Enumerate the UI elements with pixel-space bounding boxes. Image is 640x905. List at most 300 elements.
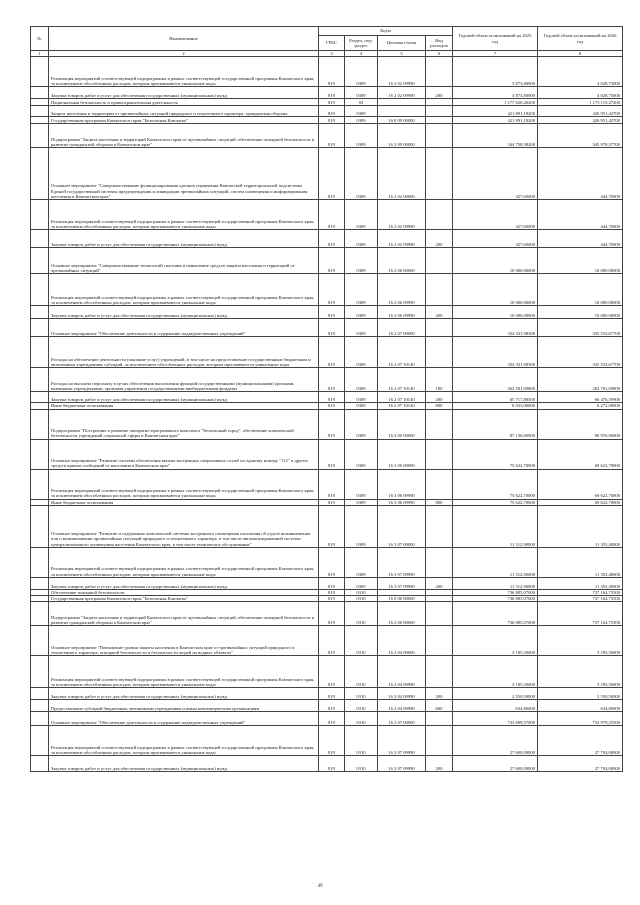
row-2026-cell: 3 185,50000	[538, 626, 623, 656]
row-expense-type-cell	[426, 99, 453, 106]
row-target-cell: 16 2 06 00000	[378, 248, 426, 274]
row-target-cell: 16 2 07 10140	[378, 403, 426, 409]
table-row	[31, 368, 623, 392]
column-number: 6	[426, 51, 453, 57]
row-section-cell: 0309	[345, 547, 378, 577]
row-grbs-cell: 819	[319, 248, 345, 274]
row-section-cell: 0310	[345, 596, 378, 602]
row-2026-cell: 69 622,70000	[538, 499, 623, 505]
row-2026-cell: 444,70000	[538, 230, 623, 248]
row-section-cell: 0309	[345, 200, 378, 230]
row-2025-cell: 427,60000	[453, 230, 538, 248]
row-section-cell: 0309	[345, 274, 378, 306]
table-row	[31, 99, 623, 106]
header-codes: Коды	[319, 27, 453, 36]
header-target: Целевая статья	[378, 36, 426, 51]
column-number: 3	[319, 51, 345, 57]
row-expense-type-cell	[426, 124, 453, 148]
budget-table-body	[31, 57, 623, 772]
row-name-cell: Закупка товаров, работ и услуг для обеспечения государственных (муниципальных) нужд	[49, 392, 319, 403]
row-section-cell: 0310	[345, 656, 378, 688]
column-number: 4	[345, 51, 378, 57]
row-number-cell	[31, 99, 49, 106]
row-2025-cell: 262 581,09800	[453, 368, 538, 392]
row-expense-type-cell	[426, 248, 453, 274]
row-name-cell: Реализация мероприятий соответствующей подпрограммы в рамках соответствующей государственной программы Камчатского края, за исключением обособленных расходов, которым присваиваются уникальные коды	[49, 57, 319, 87]
row-section-cell: 0309	[345, 392, 378, 403]
row-expense-type-cell: 200	[426, 756, 453, 772]
row-expense-type-cell	[426, 469, 453, 499]
row-section-cell: 0309	[345, 124, 378, 148]
header-grbs: ГРБС	[319, 36, 345, 51]
row-target-cell: 16 2 02 09990	[378, 230, 426, 248]
row-target-cell: 16 2 02 00000	[378, 148, 426, 200]
row-2026-cell: 69 622,70000	[538, 469, 623, 499]
row-name-cell: Основное мероприятие "Совершенствование технологий спасения и повышение средств защиты населения и территорий от чрезвычайных ситуаций"	[49, 248, 319, 274]
table-row	[31, 148, 623, 200]
row-section-cell: 0310	[345, 626, 378, 656]
row-number-cell	[31, 439, 49, 469]
row-grbs-cell: 819	[319, 700, 345, 712]
table-row	[31, 117, 623, 124]
row-number-cell	[31, 124, 49, 148]
row-2026-cell: 2 550,50000	[538, 688, 623, 700]
page-number: 49	[317, 884, 323, 889]
row-expense-type-cell	[426, 117, 453, 124]
row-2025-cell: 634,80000	[453, 700, 538, 712]
table-row	[31, 200, 623, 230]
row-2025-cell: 27 600,00000	[453, 756, 538, 772]
row-name-cell: Защита населения и территории от чрезвычайных ситуаций природного и техногенного характера, гражданская оборона	[49, 106, 319, 117]
column-number: 5	[378, 51, 426, 57]
row-grbs-cell: 819	[319, 602, 345, 626]
column-number: 2	[49, 51, 319, 57]
row-2025-cell: 3 185,50000	[453, 656, 538, 688]
column-number: 1	[31, 51, 49, 57]
row-target-cell	[378, 106, 426, 117]
row-2026-cell: 1 175 119,27200	[538, 99, 623, 106]
column-number: 7	[453, 51, 538, 57]
table-row	[31, 319, 623, 337]
row-grbs-cell: 819	[319, 596, 345, 602]
row-expense-type-cell	[426, 626, 453, 656]
row-grbs-cell: 819	[319, 392, 345, 403]
table-row	[31, 688, 623, 700]
row-grbs-cell: 819	[319, 117, 345, 124]
header-expense-type: Вид расходов	[426, 36, 453, 51]
row-grbs-cell: 819	[319, 274, 345, 306]
row-section-cell: 0309	[345, 148, 378, 200]
row-name-cell: Расходы на обеспечение деятельности (оказание услуг) учреждений, в том числе на предоставление государственным бюджетным и автономным учреждениям субсидий, за исключением обособленных расходов, которым присваиваются уникальные коды	[49, 337, 319, 368]
row-2025-cell: 736 885,07000	[453, 589, 538, 595]
row-number-cell	[31, 248, 49, 274]
row-2026-cell: 27 704,00000	[538, 726, 623, 756]
row-2025-cell: 10 000,00000	[453, 248, 538, 274]
row-expense-type-cell: 200	[426, 577, 453, 589]
row-expense-type-cell	[426, 319, 453, 337]
row-target-cell	[378, 99, 426, 106]
row-target-cell: 16 2 07 10140	[378, 337, 426, 368]
table-row	[31, 602, 623, 626]
row-2026-cell: 634,80000	[538, 700, 623, 712]
row-section-cell: 0310	[345, 726, 378, 756]
row-number-cell	[31, 87, 49, 99]
row-target-cell: 16 2 07 00000	[378, 319, 426, 337]
row-section-cell: 0309	[345, 106, 378, 117]
row-2025-cell: 1 177 620,26200	[453, 99, 538, 106]
row-2026-cell: 27 704,00000	[538, 756, 623, 772]
row-name-cell: Обеспечение пожарной безопасности	[49, 589, 319, 595]
row-name-cell: Закупка товаров, работ и услуг для обеспечения государственных (муниципальных) нужд	[49, 306, 319, 319]
table-row	[31, 700, 623, 712]
row-target-cell: 16 2 02 09990	[378, 57, 426, 87]
row-2025-cell: 2 550,50000	[453, 688, 538, 700]
row-target-cell: 16 2 06 09990	[378, 306, 426, 319]
row-target-cell: 16 2 04 00000	[378, 626, 426, 656]
header-name: Наименование	[49, 27, 319, 51]
row-expense-type-cell	[426, 656, 453, 688]
row-2025-cell: 334 331,98300	[453, 319, 538, 337]
row-number-cell	[31, 306, 49, 319]
row-section-cell: 0309	[345, 230, 378, 248]
row-number-cell	[31, 505, 49, 547]
row-2025-cell: 344 758,38200	[453, 124, 538, 148]
table-row	[31, 439, 623, 469]
row-2026-cell: 335 533,67700	[538, 319, 623, 337]
header-2026: Годовой объем ассигнований на 2026 год	[538, 27, 623, 51]
row-number-cell	[31, 469, 49, 499]
budget-table	[30, 26, 623, 772]
row-section-cell: 03	[345, 99, 378, 106]
row-target-cell: 16 3 06 00000	[378, 439, 426, 469]
row-2025-cell: 421 891,18200	[453, 117, 538, 124]
table-row	[31, 230, 623, 248]
row-name-cell: Закупка товаров, работ и услуг для обеспечения государственных (муниципальных) нужд	[49, 756, 319, 772]
row-section-cell: 0310	[345, 589, 378, 595]
row-expense-type-cell	[426, 200, 453, 230]
row-2025-cell: 736 885,07000	[453, 596, 538, 602]
row-number-cell	[31, 230, 49, 248]
row-section-cell: 0310	[345, 602, 378, 626]
row-target-cell: 16 2 07 09990	[378, 756, 426, 772]
row-target-cell: 16 3 07 09990	[378, 577, 426, 589]
row-section-cell: 0310	[345, 700, 378, 712]
row-section-cell: 0309	[345, 469, 378, 499]
row-grbs-cell: 819	[319, 439, 345, 469]
row-number-cell	[31, 106, 49, 117]
table-row	[31, 626, 623, 656]
table-row	[31, 409, 623, 439]
row-grbs-cell: 819	[319, 712, 345, 726]
row-2026-cell: 426 951,42700	[538, 106, 623, 117]
row-2026-cell: 262 781,09800	[538, 368, 623, 392]
row-name-cell: Реализация мероприятий соответствующей подпрограммы в рамках соответствующей государственной программы Камчатского края, за исключением обособленных расходов, которым присваиваются уникальные коды	[49, 547, 319, 577]
row-number-cell	[31, 577, 49, 589]
row-number-cell	[31, 656, 49, 688]
table-row	[31, 505, 623, 547]
row-grbs-cell: 819	[319, 547, 345, 577]
row-2025-cell: 10 000,00000	[453, 306, 538, 319]
row-2026-cell: 11 353,40000	[538, 505, 623, 547]
row-2026-cell: 11 353,40000	[538, 547, 623, 577]
row-2025-cell: 334 331,98300	[453, 337, 538, 368]
row-name-cell: Иные бюджетные ассигнования	[49, 403, 319, 409]
row-name-cell: Основное мероприятие "Обеспечение деятельности и содержание подведомственных учреждений"	[49, 712, 319, 726]
row-2026-cell: 737 164,75500	[538, 596, 623, 602]
row-grbs-cell: 819	[319, 403, 345, 409]
row-target-cell: 16 3 06 09990	[378, 499, 426, 505]
header-number: №	[31, 27, 49, 51]
row-number-cell	[31, 57, 49, 87]
row-2025-cell: 10 000,00000	[453, 274, 538, 306]
row-expense-type-cell: 200	[426, 87, 453, 99]
row-target-cell: 16 2 04 09990	[378, 688, 426, 700]
row-2026-cell: 10 000,00000	[538, 274, 623, 306]
row-section-cell: 0309	[345, 403, 378, 409]
table-row	[31, 306, 623, 319]
row-name-cell: Реализация мероприятий соответствующей подпрограммы в рамках соответствующей государственной программы Камчатского края, за исключением обособленных расходов, которым присваиваются уникальные коды	[49, 656, 319, 688]
row-2025-cell: 421 891,18200	[453, 106, 538, 117]
row-2025-cell: 11 512,90000	[453, 505, 538, 547]
row-number-cell	[31, 319, 49, 337]
row-2025-cell: 65 717,88500	[453, 392, 538, 403]
row-2025-cell: 11 512,90000	[453, 547, 538, 577]
row-2026-cell: 10 000,00000	[538, 306, 623, 319]
row-number-cell	[31, 700, 49, 712]
row-grbs-cell: 819	[319, 148, 345, 200]
column-number: 8	[538, 51, 623, 57]
row-section-cell: 0309	[345, 577, 378, 589]
row-grbs-cell: 819	[319, 756, 345, 772]
row-expense-type-cell: 200	[426, 306, 453, 319]
table-row	[31, 106, 623, 117]
row-section-cell: 0310	[345, 688, 378, 700]
table-row	[31, 124, 623, 148]
row-expense-type-cell	[426, 505, 453, 547]
row-2026-cell: 345 978,37700	[538, 124, 623, 148]
row-name-cell: Закупка товаров, работ и услуг для обеспечения государственных (муниципальных) нужд	[49, 688, 319, 700]
row-name-cell: Подпрограмма "Построение и развитие аппаратно-программного комплекса "Безопасный город", обеспечение комплексной безопасности учреждений социальной сферы в Камчатском крае"	[49, 409, 319, 439]
table-row	[31, 248, 623, 274]
row-target-cell: 16 2 07 09990	[378, 726, 426, 756]
row-2025-cell: 87 136,60000	[453, 409, 538, 439]
row-section-cell: 0309	[345, 117, 378, 124]
row-name-cell: Закупка товаров, работ и услуг для обеспечения государственных (муниципальных) нужд	[49, 230, 319, 248]
row-2026-cell: 335 533,67700	[538, 337, 623, 368]
table-row	[31, 547, 623, 577]
row-grbs-cell: 819	[319, 656, 345, 688]
row-grbs-cell: 819	[319, 626, 345, 656]
row-2026-cell: 6 272,00000	[538, 403, 623, 409]
row-number-cell	[31, 200, 49, 230]
row-name-cell: Реализация мероприятий соответствующей подпрограммы в рамках соответствующей государственной программы Камчатского края, за исключением обособленных расходов, которым присваиваются уникальные коды	[49, 274, 319, 306]
row-2026-cell: 733 979,25500	[538, 712, 623, 726]
row-2025-cell: 733 699,57000	[453, 712, 538, 726]
row-expense-type-cell	[426, 712, 453, 726]
row-2025-cell: 11 512,90000	[453, 577, 538, 589]
row-2026-cell: 444,70000	[538, 200, 623, 230]
row-2025-cell: 27 600,00000	[453, 726, 538, 756]
row-section-cell: 0310	[345, 712, 378, 726]
row-2026-cell: 737 164,75500	[538, 589, 623, 595]
row-target-cell: 16 2 06 09990	[378, 274, 426, 306]
row-name-cell: Государственная программа Камчатского края "Безопасная Камчатка"	[49, 117, 319, 124]
row-number-cell	[31, 756, 49, 772]
row-section-cell: 0309	[345, 499, 378, 505]
row-section-cell: 0309	[345, 505, 378, 547]
row-expense-type-cell	[426, 439, 453, 469]
row-section-cell: 0309	[345, 87, 378, 99]
row-expense-type-cell: 200	[426, 230, 453, 248]
row-expense-type-cell	[426, 148, 453, 200]
table-row	[31, 274, 623, 306]
table-row	[31, 469, 623, 499]
row-expense-type-cell: 100	[426, 368, 453, 392]
row-2026-cell: 444,70000	[538, 148, 623, 200]
row-name-cell: Национальная безопасность и правоохранительная деятельность	[49, 99, 319, 106]
row-name-cell: Реализация мероприятий соответствующей подпрограммы в рамках соответствующей государственной программы Камчатского края, за исключением обособленных расходов, которым присваиваются уникальные коды	[49, 726, 319, 756]
table-row	[31, 57, 623, 87]
header-2025: Годовой объем ассигнований на 2025 год	[453, 27, 538, 51]
row-2026-cell: 11 353,40000	[538, 577, 623, 589]
row-2025-cell: 75 622,70000	[453, 439, 538, 469]
row-target-cell: 16 0 00 00000	[378, 117, 426, 124]
row-2025-cell: 736 885,07000	[453, 602, 538, 626]
row-grbs-cell: 819	[319, 368, 345, 392]
row-2025-cell: 427,60000	[453, 148, 538, 200]
row-number-cell	[31, 688, 49, 700]
row-section-cell: 0309	[345, 248, 378, 274]
row-number-cell	[31, 547, 49, 577]
row-expense-type-cell	[426, 602, 453, 626]
row-expense-type-cell	[426, 547, 453, 577]
row-name-cell: Иные бюджетные ассигнования	[49, 499, 319, 505]
row-section-cell: 0309	[345, 368, 378, 392]
row-section-cell: 0309	[345, 319, 378, 337]
table-row	[31, 392, 623, 403]
row-2026-cell: 66 476,59900	[538, 392, 623, 403]
row-grbs-cell: 819	[319, 99, 345, 106]
row-grbs-cell: 819	[319, 469, 345, 499]
row-name-cell: Государственная программа Камчатского края "Безопасная Камчатка"	[49, 596, 319, 602]
table-row	[31, 656, 623, 688]
row-name-cell: Основное мероприятие "Совершенствование функционирования органов управления Камчатской территориальной подсистемы Единой государственной системы предупреждения и ликвидации чрезвычайных ситуаций, систем оповещения и информирования населения в Камчатском крае"	[49, 148, 319, 200]
row-number-cell	[31, 392, 49, 403]
row-target-cell: 16 3 07 09990	[378, 547, 426, 577]
row-target-cell: 16 2 02 09990	[378, 87, 426, 99]
row-target-cell: 16 2 02 09990	[378, 200, 426, 230]
row-grbs-cell: 819	[319, 726, 345, 756]
row-section-cell: 0309	[345, 337, 378, 368]
row-expense-type-cell	[426, 57, 453, 87]
row-expense-type-cell: 600	[426, 700, 453, 712]
row-expense-type-cell: 800	[426, 499, 453, 505]
row-expense-type-cell: 200	[426, 392, 453, 403]
row-2026-cell: 3 185,50000	[538, 656, 623, 688]
row-grbs-cell: 819	[319, 337, 345, 368]
row-target-cell: 16 2 07 10140	[378, 392, 426, 403]
row-name-cell: Подпрограмма "Защита населения и территорий Камчатского края от чрезвычайных ситуаций, обеспечение пожарной безопасности и развитие гражданской обороны в Камчатском крае"	[49, 602, 319, 626]
row-target-cell: 16 2 04 09990	[378, 700, 426, 712]
header-section: Раздел, под-раздел	[345, 36, 378, 51]
row-number-cell	[31, 409, 49, 439]
row-grbs-cell: 819	[319, 688, 345, 700]
row-name-cell: Основное мероприятие "Обеспечение деятельности и содержание подведомственных учреждений"	[49, 319, 319, 337]
row-name-cell: Основное мероприятие "Развитие системы обеспечения вызова экстренных оперативных служб по единому номеру "112" и других средств приема сообщений от населения в Камчатском крае"	[49, 439, 319, 469]
row-grbs-cell: 819	[319, 319, 345, 337]
row-2025-cell: 427,60000	[453, 200, 538, 230]
row-name-cell: Основное мероприятие "Повышение уровня защиты населения в Камчатском крае от чрезвычайных ситуаций природного и техногенного характера, пожарной безопасности и безопасности людей на водных объектах"	[49, 626, 319, 656]
row-grbs-cell: 819	[319, 499, 345, 505]
row-2026-cell: 737 164,75500	[538, 602, 623, 626]
row-number-cell	[31, 337, 49, 368]
row-expense-type-cell	[426, 337, 453, 368]
row-name-cell: Подпрограмма "Защита населения и территорий Камчатского края от чрезвычайных ситуаций, обеспечение пожарной безопасности и развитие гражданской обороны в Камчатском крае"	[49, 124, 319, 148]
row-number-cell	[31, 117, 49, 124]
row-target-cell: 16 3 07 00000	[378, 505, 426, 547]
row-grbs-cell: 819	[319, 589, 345, 595]
row-expense-type-cell: 800	[426, 403, 453, 409]
row-number-cell	[31, 148, 49, 200]
row-2025-cell: 75 622,70000	[453, 469, 538, 499]
row-number-cell	[31, 626, 49, 656]
row-name-cell: Реализация мероприятий соответствующей подпрограммы в рамках соответствующей государственной программы Камчатского края, за исключением обособленных расходов, которым присваиваются уникальные коды	[49, 469, 319, 499]
row-2026-cell: 4 028,75000	[538, 87, 623, 99]
row-grbs-cell: 819	[319, 57, 345, 87]
row-grbs-cell: 819	[319, 87, 345, 99]
row-target-cell: 16 2 04 09990	[378, 656, 426, 688]
row-section-cell: 0309	[345, 57, 378, 87]
row-grbs-cell: 819	[319, 577, 345, 589]
row-grbs-cell: 819	[319, 409, 345, 439]
row-2025-cell: 3 873,80000	[453, 57, 538, 87]
row-target-cell: 16 2 00 00000	[378, 602, 426, 626]
row-number-cell	[31, 712, 49, 726]
row-target-cell: 16 0 00 00000	[378, 596, 426, 602]
row-number-cell	[31, 368, 49, 392]
row-grbs-cell: 819	[319, 200, 345, 230]
row-grbs-cell: 819	[319, 505, 345, 547]
row-expense-type-cell	[426, 409, 453, 439]
row-expense-type-cell: 200	[426, 688, 453, 700]
row-2026-cell: 80 976,80000	[538, 409, 623, 439]
row-name-cell: Реализация мероприятий соответствующей подпрограммы в рамках соответствующей государственной программы Камчатского края, за исключением обособленных расходов, которым присваиваются уникальные коды	[49, 200, 319, 230]
row-name-cell: Основное мероприятие "Развитие и содержание комплексной системы экстренного оповещения населения об угрозе возникновения или о возникновении чрезвычайных ситуаций природного и техногенного характера, в том числе автоматизированной системы централизованного оповещения населения Камчатского края, в том числе техническое обслуживание"	[49, 505, 319, 547]
row-2025-cell: 75 622,70000	[453, 499, 538, 505]
budget-sheet	[30, 26, 622, 772]
row-2026-cell: 10 000,00000	[538, 248, 623, 274]
row-number-cell	[31, 602, 49, 626]
row-expense-type-cell	[426, 106, 453, 117]
table-row	[31, 756, 623, 772]
row-name-cell: Расходы на выплаты персоналу в целях обеспечения выполнения функций государственными (муниципальными) органами, казенными учреждениями, органами управления государственными внебюджетными фондами	[49, 368, 319, 392]
row-grbs-cell: 819	[319, 306, 345, 319]
row-grbs-cell: 819	[319, 124, 345, 148]
row-2026-cell: 426 951,42700	[538, 117, 623, 124]
row-grbs-cell: 819	[319, 230, 345, 248]
row-name-cell: Закупка товаров, работ и услуг для обеспечения государственных (муниципальных) нужд	[49, 87, 319, 99]
row-section-cell: 0309	[345, 439, 378, 469]
row-2025-cell: 6 033,00000	[453, 403, 538, 409]
row-2025-cell: 3 873,80000	[453, 87, 538, 99]
table-row	[31, 726, 623, 756]
row-target-cell: 16 3 00 00000	[378, 409, 426, 439]
row-grbs-cell: 819	[319, 106, 345, 117]
row-section-cell: 0309	[345, 409, 378, 439]
table-row	[31, 87, 623, 99]
row-2025-cell: 3 185,50000	[453, 626, 538, 656]
row-target-cell: 16 2 07 10140	[378, 368, 426, 392]
